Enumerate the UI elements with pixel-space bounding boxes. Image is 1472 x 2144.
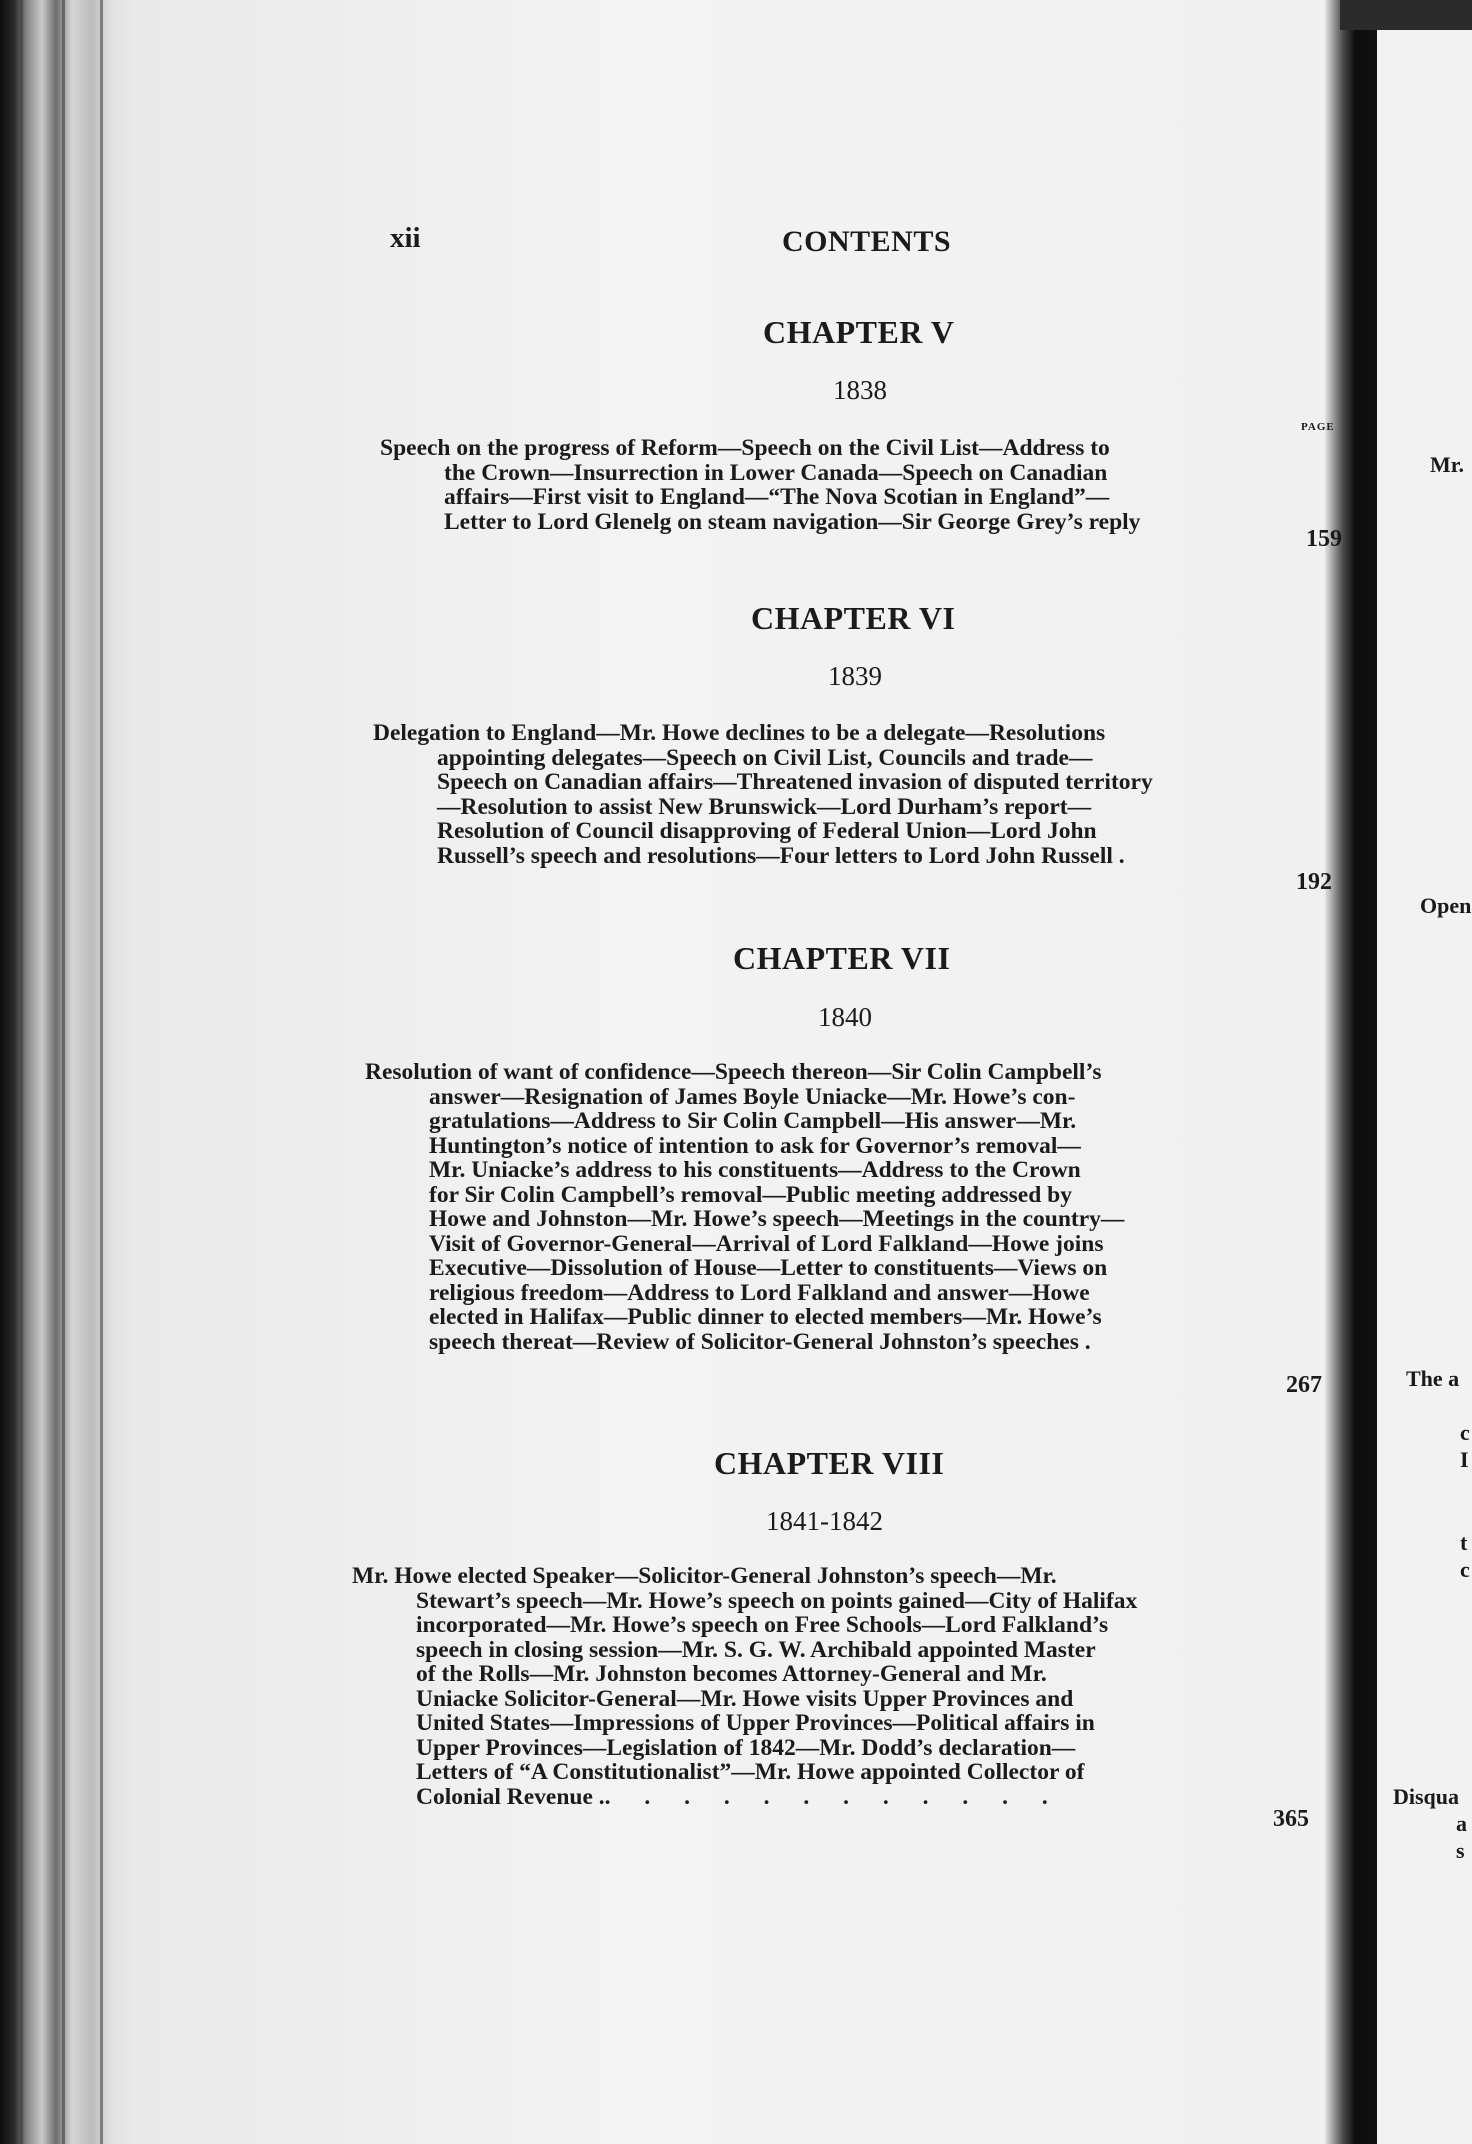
chapter-year: 1838	[833, 375, 887, 405]
page-number: 365	[1273, 1806, 1309, 1832]
summary-line: Huntington’s notice of intention to ask for Governor’s removal—	[429, 1132, 1081, 1159]
summary-line: speech thereat—Review of Solicitor-General Johnston’s speeches .	[429, 1328, 1091, 1355]
summary-line-text: Colonial Revenue .	[416, 1783, 605, 1810]
chapter-title: CHAPTER VII	[733, 940, 951, 976]
chapter-year: 1840	[818, 1002, 872, 1032]
binding-edge	[62, 0, 65, 2144]
summary-line: elected in Halifax—Public dinner to elected members—Mr. Howe’s	[429, 1304, 1102, 1330]
summary-line: Uniacke Solicitor-General—Mr. Howe visits Upper Provinces and	[416, 1685, 1074, 1712]
chapter-title: CHAPTER VIII	[714, 1445, 945, 1481]
summary-line: answer—Resignation of James Boyle Uniacke—Mr. Howe’s con-	[429, 1083, 1076, 1110]
summary-line	[352, 1785, 1272, 1810]
summary-line: Resolution of Council disapproving of Federal Union—Lord John	[437, 818, 1097, 844]
page-gutter	[1325, 0, 1377, 2144]
chapter-summary	[380, 436, 1280, 534]
facing-page-text: a	[1456, 1811, 1467, 1836]
summary-line: Delegation to England—Mr. Howe declines to be a delegate—Resolutions	[373, 720, 1106, 746]
summary-line: gratulations—Address to Sir Colin Campbell—His answer—Mr.	[429, 1108, 1077, 1134]
summary-line: —Resolution to assist New Brunswick—Lord Durham’s report—	[437, 793, 1092, 820]
running-title: CONTENTS	[782, 225, 952, 258]
summary-line: speech in closing session—Mr. S. G. W. Archibald appointed Master	[416, 1636, 1096, 1663]
facing-page-text: Disqua	[1393, 1784, 1460, 1809]
facing-page-text: s	[1456, 1838, 1465, 1863]
leader-dots: . . . . . . . . . . . .	[604, 1783, 1062, 1810]
summary-line: Russell’s speech and resolutions—Four letters to Lord John Russell .	[437, 842, 1125, 869]
summary-line: Mr. Howe elected Speaker—Solicitor-General Johnston’s speech—Mr.	[352, 1563, 1057, 1589]
page-number: 159	[1306, 526, 1342, 552]
facing-page-text: t	[1460, 1530, 1468, 1555]
summary-line: Stewart’s speech—Mr. Howe’s speech on points gained—City of Halifax	[416, 1587, 1138, 1614]
summary-line: incorporated—Mr. Howe’s speech on Free Schools—Lord Falkland’s	[416, 1612, 1109, 1638]
facing-page-text: c	[1460, 1557, 1470, 1582]
page-number: 192	[1296, 869, 1332, 895]
chapter-year: 1841-1842	[766, 1506, 883, 1536]
summary-line: Letters of “A Constitutionalist”—Mr. Howe appointed Collector of	[416, 1759, 1085, 1785]
summary-line: Speech on the progress of Reform—Speech on the Civil List—Address to	[380, 435, 1110, 461]
summary-line: Resolution of want of confidence—Speech thereon—Sir Colin Campbell’s	[365, 1059, 1102, 1085]
summary-line: the Crown—Insurrection in Lower Canada—Speech on Canadian	[444, 459, 1108, 486]
binding-edge	[100, 0, 103, 2144]
summary-line: Howe and Johnston—Mr. Howe’s speech—Meetings in the country—	[429, 1206, 1125, 1232]
summary-line: appointing delegates—Speech on Civil List, Councils and trade—	[437, 744, 1093, 771]
summary-line: of the Rolls—Mr. Johnston becomes Attorney-General and Mr.	[416, 1661, 1047, 1687]
chapter-title: CHAPTER VI	[751, 600, 956, 636]
binding-edge	[20, 0, 23, 2144]
summary-line: United States—Impressions of Upper Provinces—Political affairs in	[416, 1710, 1095, 1736]
chapter-year: 1839	[828, 661, 882, 691]
page-column-label: PAGE	[1301, 421, 1335, 433]
chapter-title: CHAPTER V	[763, 314, 955, 350]
chapter-summary	[352, 1564, 1272, 1809]
summary-line: Mr. Uniacke’s address to his constituents—Address to the Crown	[429, 1157, 1081, 1183]
summary-line: Visit of Governor-General—Arrival of Lord Falkland—Howe joins	[429, 1230, 1104, 1257]
page-folio: xii	[390, 222, 421, 254]
chapter-summary	[365, 1060, 1280, 1354]
summary-line: for Sir Colin Campbell’s removal—Public meeting addressed by	[429, 1181, 1073, 1208]
facing-page-text: Open	[1420, 893, 1472, 918]
page-number: 267	[1286, 1372, 1322, 1398]
summary-line: Upper Provinces—Legislation of 1842—Mr. Dodd’s declaration—	[416, 1734, 1076, 1761]
summary-line: affairs—First visit to England—“The Nova Scotian in England”—	[444, 484, 1110, 510]
chapter-summary	[373, 721, 1283, 868]
facing-page-text: I	[1460, 1447, 1469, 1472]
summary-line: religious freedom—Address to Lord Falkland and answer—Howe	[429, 1279, 1090, 1306]
summary-line: Executive—Dissolution of House—Letter to constituents—Views on	[429, 1255, 1108, 1281]
facing-page-text: c	[1460, 1420, 1470, 1445]
summary-line: Speech on Canadian affairs—Threatened invasion of disputed territory	[437, 769, 1153, 795]
summary-line: Letter to Lord Glenelg on steam navigation—Sir George Grey’s reply	[444, 508, 1141, 535]
facing-page-text: Mr.	[1430, 452, 1465, 477]
facing-page-text: The a	[1406, 1366, 1460, 1391]
top-shadow	[1340, 0, 1472, 30]
